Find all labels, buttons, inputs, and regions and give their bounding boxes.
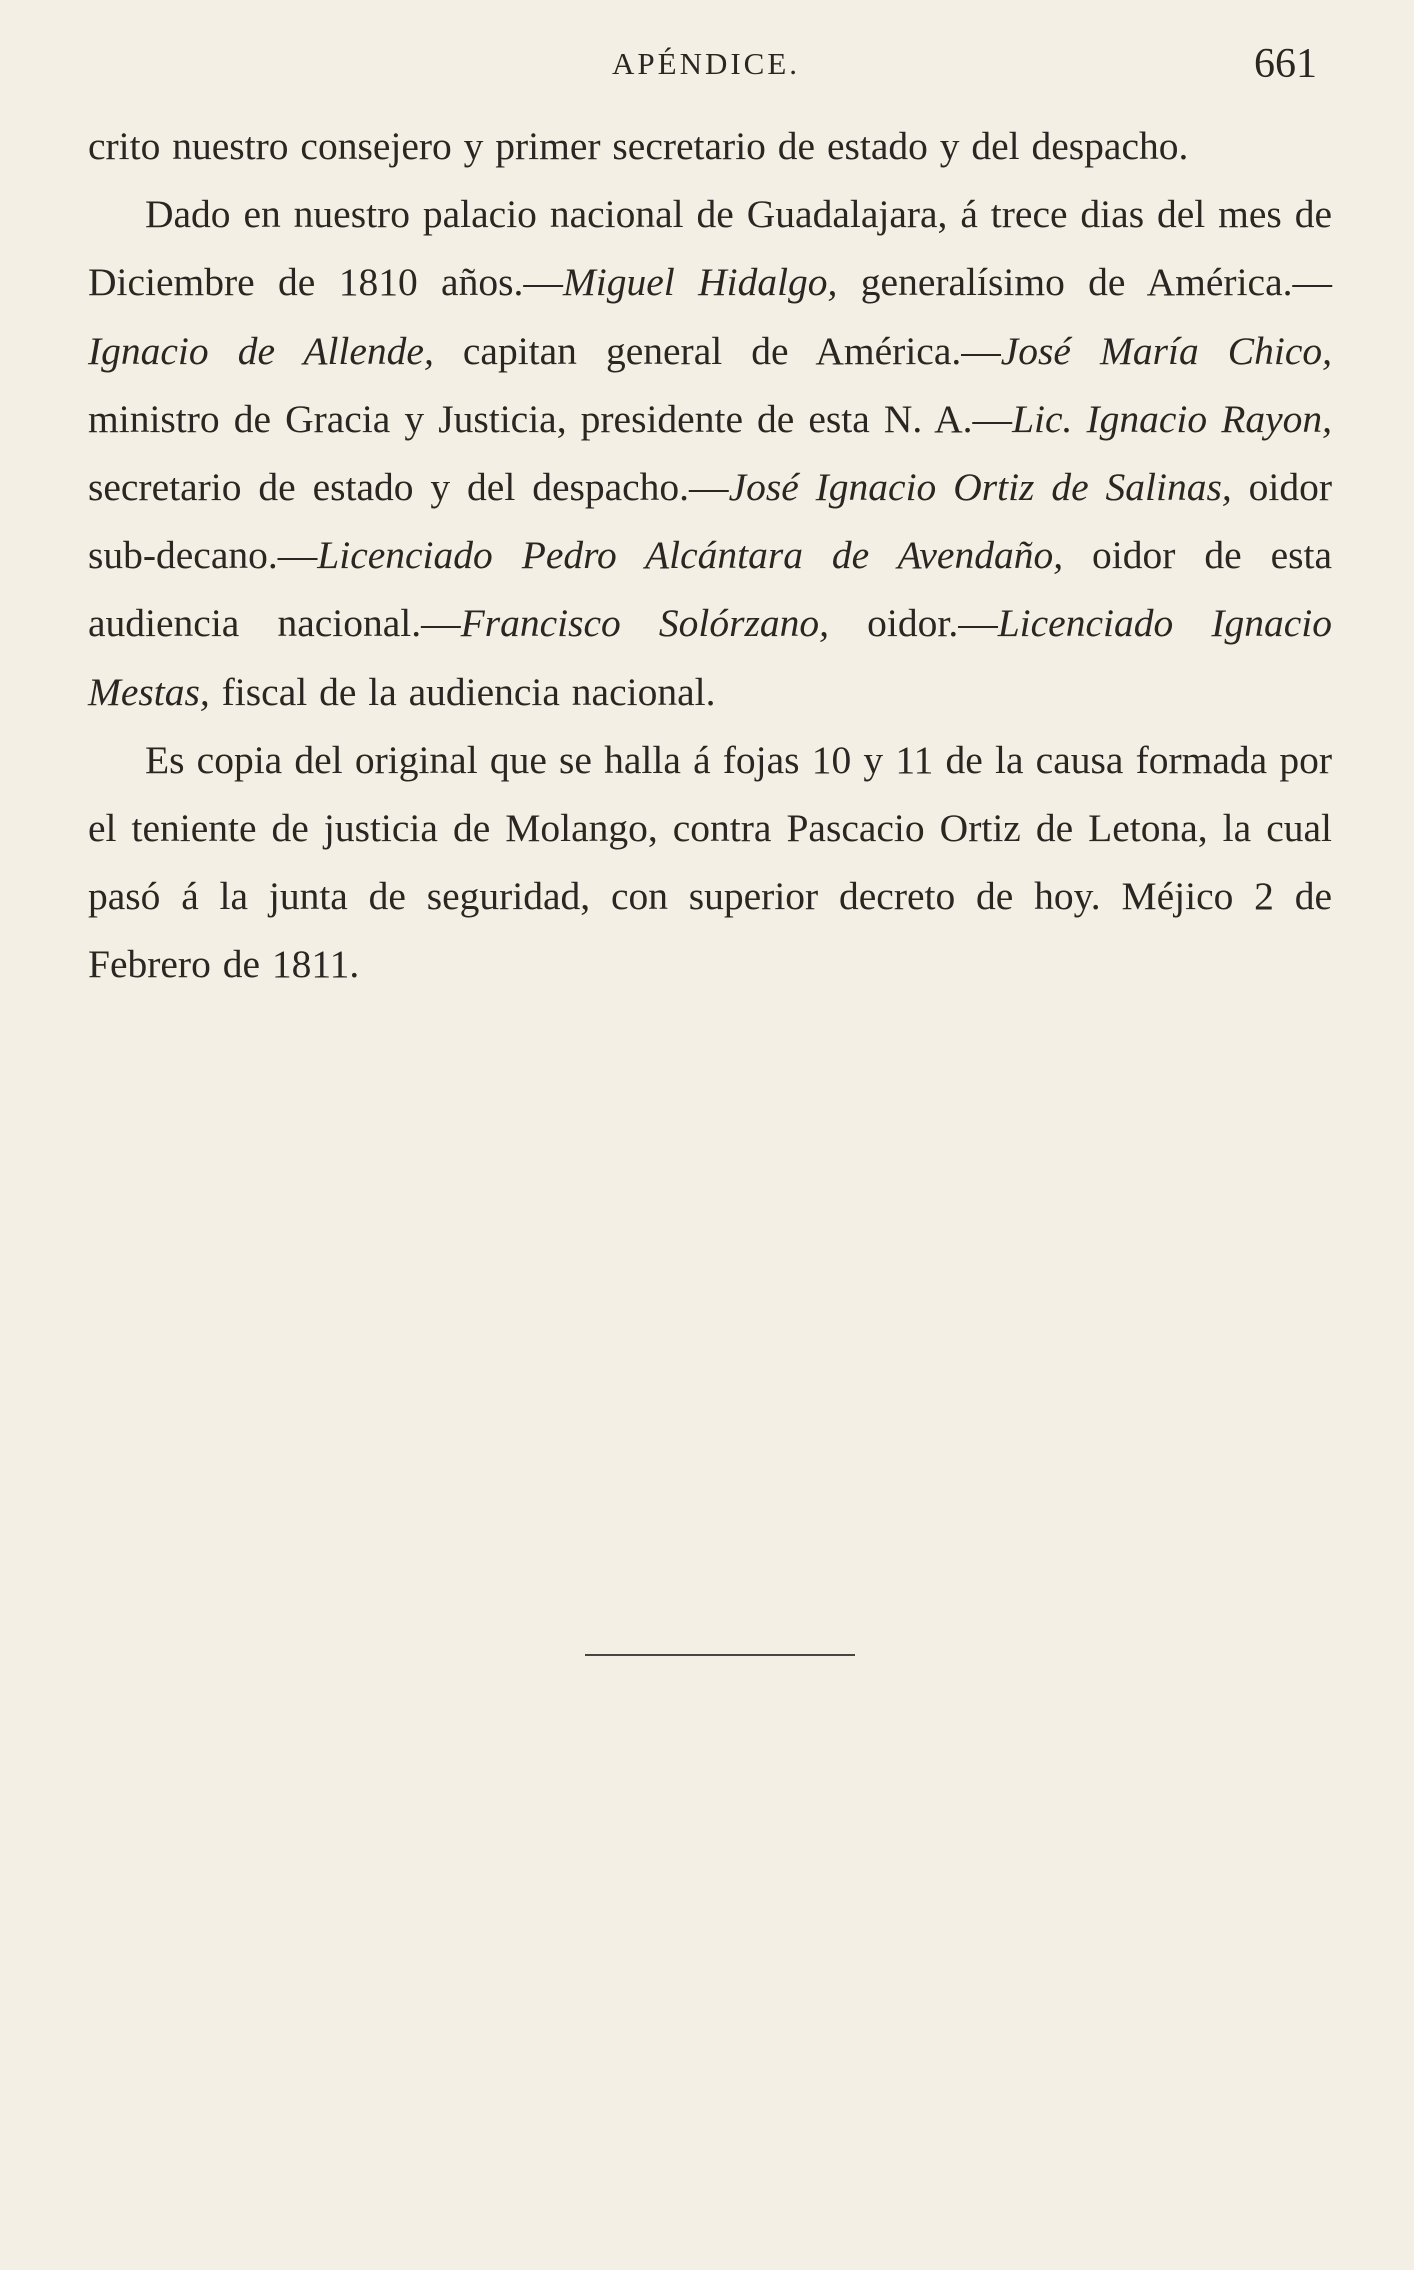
paragraph — [88, 180, 1332, 726]
italic-name-run: Licenciado Ignacio Mestas, — [88, 601, 1332, 714]
text-run: oidor de esta audiencia nacional.— — [88, 533, 1332, 646]
italic-name-run: Lic. Ignacio Rayon, — [1012, 396, 1332, 441]
italic-name-run: José María Chico, — [1000, 328, 1332, 373]
italic-name-run: Miguel Hidalgo, — [562, 260, 838, 305]
page-number: 661 — [1254, 41, 1317, 87]
paragraph — [88, 112, 1332, 180]
text-run: Es copia del original que se halla á fojas 10 y 11 de la causa formada por el teniente de justicia de Molango, contra Pascacio Ortiz de Letona, la cual pasó á la junta de seguridad, con superior decreto de hoy. Méjico 2 de Febrero de 1811. — [88, 737, 1332, 987]
text-run: secretario de estado y del despacho.— — [88, 465, 729, 510]
text-run: fiscal de la audiencia nacional. — [209, 669, 716, 714]
italic-name-run: José Ignacio Ortiz de Salinas, — [728, 465, 1232, 510]
italic-name-run: Francisco Solórzano, — [460, 601, 829, 646]
text-run: crito nuestro consejero y primer secretario de estado y del despacho. — [88, 124, 1189, 168]
running-title: APÉNDICE. — [612, 46, 801, 81]
section-divider-rule — [585, 1654, 855, 1656]
paragraph — [88, 726, 1332, 999]
page-header — [0, 40, 1414, 90]
italic-name-run: Licenciado Pedro Alcántara de Avendaño, — [317, 533, 1064, 578]
text-run: ministro de Gracia y Justicia, presidente de esta N. A.— — [88, 396, 1013, 441]
text-run: generalísimo de América.— — [837, 260, 1332, 305]
text-run: oidor.— — [829, 601, 998, 646]
italic-name-run: Ignacio de Allende, — [88, 328, 434, 373]
text-run: capitan general de América.— — [433, 328, 1001, 373]
text-run: Dado en nuestro palacio nacional de Guadalajara, á trece dias del mes de Diciembre de 1810 años.— — [88, 192, 1332, 305]
body-text — [88, 112, 1332, 999]
text-run: oidor sub-decano.— — [88, 465, 1332, 578]
